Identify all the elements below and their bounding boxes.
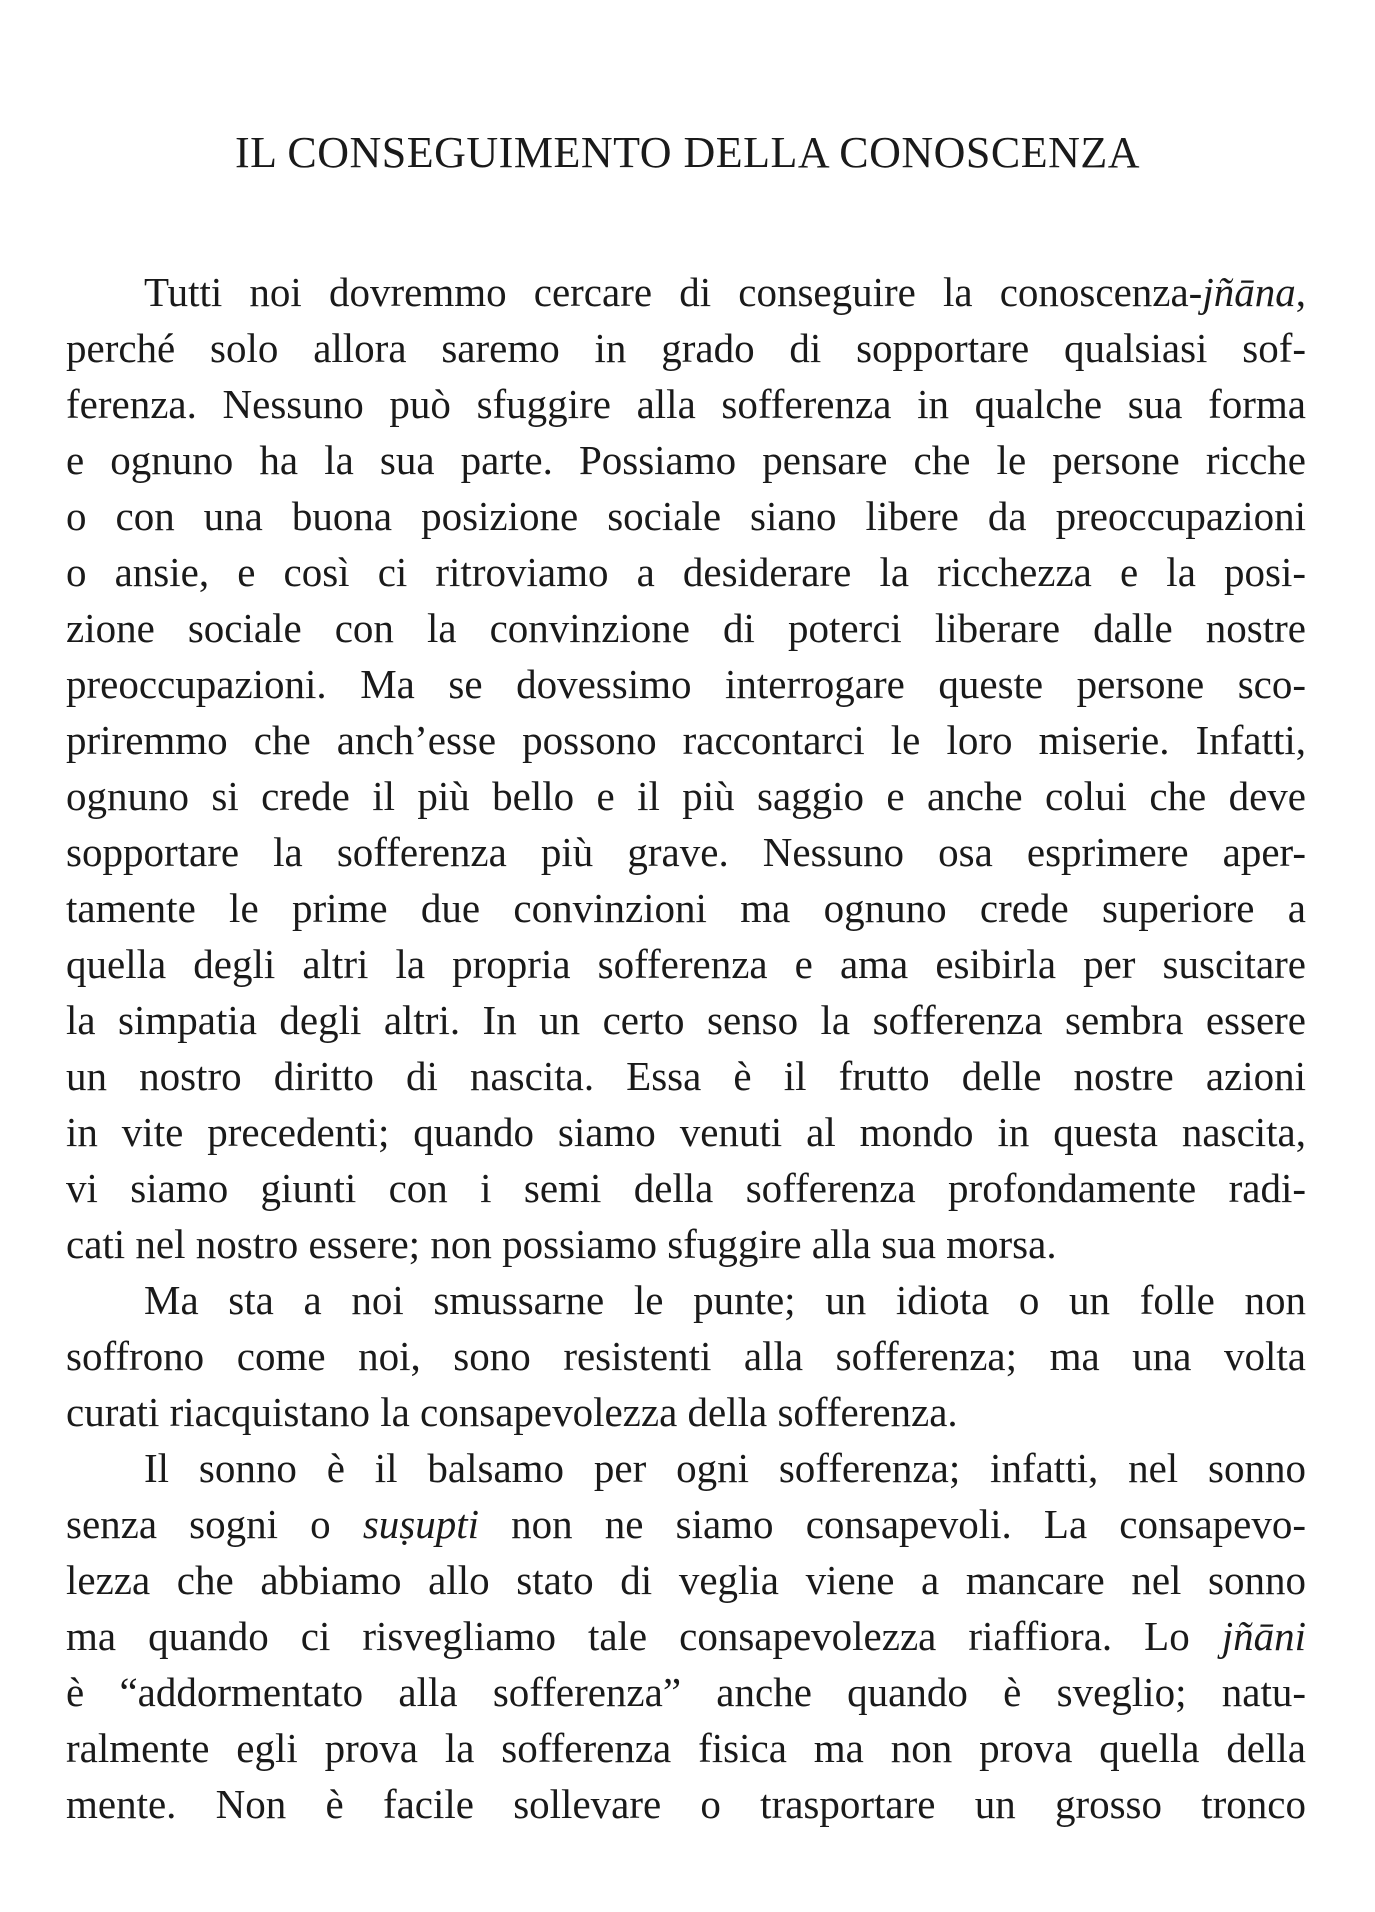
- text-line: priremmo che anch’esse possono raccontarci le loro miserie. Infatti,: [66, 717, 1306, 763]
- text-line: ma quando ci risvegliamo tale consapevolezza riaffiora. Lo jñāni: [66, 1613, 1306, 1659]
- text-line: la simpatia degli altri. In un certo senso la sofferenza sembra essere: [66, 997, 1306, 1043]
- body-text: [66, 264, 1306, 1832]
- text-line: o ansie, e così ci ritroviamo a desiderare la ricchezza e la posi-: [66, 549, 1306, 595]
- text-line: perché solo allora saremo in grado di sopportare qualsiasi sof-: [66, 325, 1306, 371]
- italic-term: suṣupti: [362, 1501, 480, 1547]
- text-line: Tutti noi dovremmo cercare di conseguire la conoscenza-jñāna,: [144, 269, 1306, 315]
- text-line: vi siamo giunti con i semi della sofferenza profondamente radi-: [66, 1165, 1306, 1211]
- text-line: preoccupazioni. Ma se dovessimo interrogare queste persone sco-: [66, 661, 1306, 707]
- text-line: lezza che abbiamo allo stato di veglia viene a mancare nel sonno: [66, 1557, 1306, 1603]
- text-line: un nostro diritto di nascita. Essa è il frutto delle nostre azioni: [66, 1053, 1306, 1099]
- text-line: cati nel nostro essere; non possiamo sfuggire alla sua morsa.: [66, 1221, 1057, 1267]
- italic-term: jñāni: [1221, 1613, 1306, 1659]
- text-line: in vite precedenti; quando siamo venuti al mondo in questa nascita,: [66, 1109, 1306, 1155]
- text-line: senza sogni o suṣupti non ne siamo consapevoli. La consapevo-: [66, 1501, 1306, 1547]
- text-line: e ognuno ha la sua parte. Possiamo pensare che le persone ricche: [66, 437, 1306, 483]
- text-line: è “addormentato alla sofferenza” anche quando è sveglio; natu-: [66, 1669, 1306, 1715]
- text-line: mente. Non è facile sollevare o trasportare un grosso tronco: [66, 1781, 1306, 1827]
- italic-term: jñāna: [1202, 269, 1296, 315]
- text-line: ralmente egli prova la sofferenza fisica ma non prova quella della: [66, 1725, 1306, 1771]
- text-line: o con una buona posizione sociale siano libere da preoccupazioni: [66, 493, 1306, 539]
- text-line: tamente le prime due convinzioni ma ognuno crede superiore a: [66, 885, 1306, 931]
- text-line: ferenza. Nessuno può sfuggire alla sofferenza in qualche sua forma: [66, 381, 1306, 427]
- text-line: ognuno si crede il più bello e il più saggio e anche colui che deve: [66, 773, 1306, 819]
- text-line: curati riacquistano la consapevolezza della sofferenza.: [66, 1389, 958, 1435]
- text-line: sopportare la sofferenza più grave. Nessuno osa esprimere aper-: [66, 829, 1306, 875]
- text-line: Ma sta a noi smussarne le punte; un idiota o un folle non: [144, 1277, 1306, 1323]
- text-line: soffrono come noi, sono resistenti alla sofferenza; ma una volta: [66, 1333, 1306, 1379]
- chapter-title: IL CONSEGUIMENTO DELLA CONOSCENZA: [234, 128, 1141, 177]
- text-line: zione sociale con la convinzione di poterci liberare dalle nostre: [66, 605, 1306, 651]
- text-line: Il sonno è il balsamo per ogni sofferenza; infatti, nel sonno: [144, 1445, 1306, 1491]
- text-line: quella degli altri la propria sofferenza e ama esibirla per suscitare: [66, 941, 1306, 987]
